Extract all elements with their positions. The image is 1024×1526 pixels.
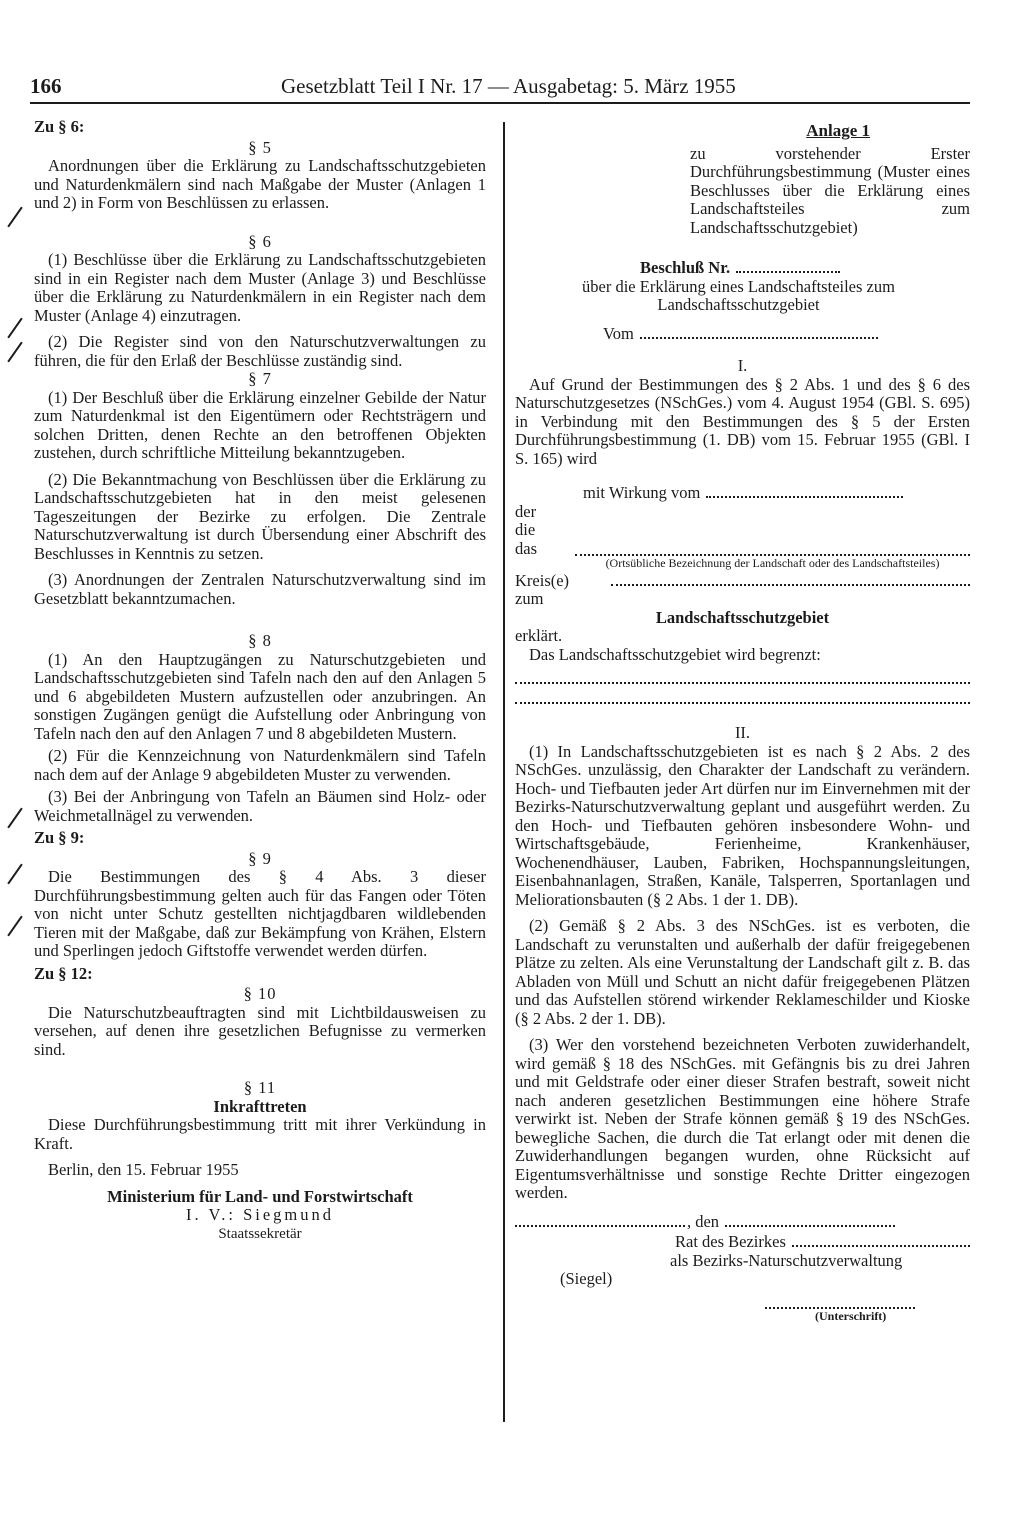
effective-from-label: mit Wirkung vom [583,483,701,502]
council-label: Rat des Bezirkes [675,1232,786,1251]
annex-subtitle: zu vorstehender Erster Durchführungsbestimmung (Muster eines Beschlusses über die Erklärung eines Landschaftsteiles zum Landschaftsschutzgebiet) [690,143,970,237]
margin-mark [7,342,22,363]
running-head: Gesetzblatt Teil I Nr. 17 — Ausgabetag: 5. März 1955 [281,74,736,98]
margin-mark [7,318,22,339]
paragraph-6-sub-2: (2) Die Register sind von den Naturschutzverwaltungen zu führen, die für den Erlaß der Beschlüsse zuständig sind. [34,332,486,370]
part-2-heading: II. [734,723,751,742]
paragraph-8-sub-1: (1) An den Hauptzugängen zu Naturschutzgebieten und Landschaftsschutzgebieten sind Tafeln nach den auf den Anlagen 5 und 6 abgebildeten Mustern aufzustellen oder anzubringen. An sonstigen Zugängen genügt die Aufstellung oder Anbringung von Tafeln nach den auf den Anlagen 7 und 8 abgebildeten Mustern. [34,649,486,743]
section-ref-zu-9: Zu § 9: [34,828,85,847]
paragraph-11-heading: Inkrafttreten [213,1096,307,1116]
paragraph-9-text: Die Bestimmungen des § 4 Abs. 3 dieser Durchführungsbestimmung gelten auch für das Fangen oder Töten von nicht unter Schutz gestellten nichtjagdbaren wildlebenden Tieren mit der Maßgabe, daß zur Bekämpfung von Krähen, Elstern und Sperlingen jedoch Giftstoffe verwendet werden dürfen. [34,867,486,960]
margin-mark [7,207,22,228]
margin-mark [7,864,22,885]
seal-label: (Siegel) [560,1269,613,1288]
page-number: 166 [30,74,62,98]
fill-in-line [736,257,840,273]
fill-in-line [611,570,970,586]
part-2-sub-1: (1) In Landschaftsschutzgebieten ist es nach § 2 Abs. 2 des NSchGes. unzulässig, den Charakter der Landschaft zu verändern. Hoch- und Tiefbauten jeder Art dürfen nur im Einvernehmen mit der Bezirks-Naturschutzverwaltung geplant und ausgeführt werden. Zu den Hoch- und Tiefbauten gehören insbesondere Wohn- und Wirtschaftsgebäude, Ferienheime, Krankenhäuser, Wochenendhäuser, Lauben, Fabriken, Hochspannungsleitungen, Eisenbahnanlagen, Straßen, Kanäle, Talsperren, Sportanlagen und Meliorationsbauten (§ 2 Abs. 1 der 1. DB). [515,741,970,909]
boundary-text: Das Landschaftsschutzgebiet wird begrenzt: [529,644,821,664]
fill-in-line [575,540,970,556]
annex-title: Anlage 1 [806,121,870,140]
article-die: die [515,520,536,539]
paragraph-7-title: § 7 [248,369,272,388]
margin-mark [7,808,22,829]
paragraph-10-title: § 10 [243,984,277,1003]
left-column [34,118,486,1243]
declared-label: erklärt. [515,626,563,645]
place-date: Berlin, den 15. Februar 1955 [48,1160,239,1179]
paragraph-10-text: Die Naturschutzbeauftragten sind mit Lichtbildausweisen zu versehen, auf denen ihre gesetzlichen Befugnisse zu vermerken sind. [34,1002,486,1059]
resolution-subject: über die Erklärung eines Landschaftsteiles zum Landschaftsschutzgebiet [582,276,895,314]
fill-in-line [640,323,878,339]
section-ref-zu-12: Zu § 12: [34,963,93,983]
paragraph-9-title: § 9 [248,848,272,868]
paragraph-8-sub-3: (3) Bei der Anbringung von Tafeln an Bäumen sind Holz- oder Weichmetallnägel zu verwenden. [34,787,486,825]
fill-in-line [792,1231,970,1247]
paragraph-7-sub-2: (2) Die Bekanntmachung von Beschlüssen über die Erklärung zu Landschaftsschutzgebieten hat in den meist gelesenen Tageszeitungen der Bezirke zu erfolgen. Die Zentrale Naturschutzverwaltung ist durch Übersendung einer Abschrift des Beschlusses in Kenntnis zu setzen. [34,469,486,563]
date-connector: , den [686,1211,720,1231]
paragraph-5-title: § 5 [248,137,272,157]
signature-caption: (Unterschrift) [815,1308,887,1323]
fill-in-line [515,688,970,704]
date-label: Vom [603,323,634,343]
header-rule [30,102,970,104]
part-1-heading: I. [737,356,748,375]
ministry-name: Ministerium für Land- und Forstwirtschaft [107,1186,413,1206]
margin-mark [7,916,22,937]
fill-in-line [706,482,903,498]
paragraph-6-title: § 6 [248,231,272,251]
protected-area-heading: Landschaftsschutzgebiet [655,607,830,627]
right-column [515,118,970,1323]
part-2-sub-2: (2) Gemäß § 2 Abs. 3 des NSchGes. ist es verboten, die Landschaft zu verunstalten und außerhalb der dafür freigegebenen Plätze zu zelten. Als eine Verunstaltung der Landschaft gilt z. B. das Abladen von Müll und Schutt an nicht dafür freigegebenen Plätzen und das Aufstellen störend wirkender Reklameschilder und Kioske (§ 2 Abs. 2 der 1. DB). [515,916,970,1028]
paragraph-6-sub-1: (1) Beschlüsse über die Erklärung zu Landschaftsschutzgebieten sind in ein Register nach dem Muster (Anlage 3) und Beschlüsse über die Erklärung zu Naturdenkmälern in ein Register nach dem Muster (Anlage 4) einzutragen. [34,250,486,325]
paragraph-11-title: § 11 [243,1078,277,1097]
signer-title: Staatssekretär [218,1225,302,1242]
paragraph-8-sub-2: (2) Für die Kennzeichnung von Naturdenkmälern sind Tafeln nach dem auf der Anlage 9 abgebildeten Muster zu verwenden. [34,746,486,784]
paragraph-7-sub-1: (1) Der Beschluß über die Erklärung einzelner Gebilde der Natur zum Naturdenkmal ist den Eigentümern oder Rechtsträgern und solchen Dritten, denen Rechte an den betroffenen Objekten zustehen, durch schriftliche Mitteilung bekanntzugeben. [34,387,486,462]
district-label: Kreis(e) [515,570,570,590]
signer: I. V.: Siegmund [186,1205,334,1224]
article-der: der [515,501,537,521]
paragraph-11-text: Diese Durchführungsbestimmung tritt mit ihrer Verkündung in Kraft. [34,1115,486,1153]
part-1-text: Auf Grund der Bestimmungen des § 2 Abs. 1 und des § 6 des Naturschutzgesetzes (NSchGes.) vom 4. August 1954 (GBl. S. 695) in Verbindung mit den Bestimmungen des § 5 der Ersten Durchführungsbestimmung (1. DB) vom 15. Februar 1955 (GBl. I S. 165) wird [515,374,970,468]
fill-in-line [725,1211,895,1227]
fill-in-line [515,668,970,684]
zum-label: zum [515,589,544,608]
part-2-sub-3: (3) Wer den vorstehend bezeichneten Verboten zuwiderhandelt, wird gemäß § 18 des NSchGes. mit Gefängnis bis zu drei Jahren und mit Geldstrafe oder einer dieser Strafen bestraft, soweit nicht nach anderen gesetzlichen Bestimmungen eine höhere Strafe verwirkt ist. Neben der Strafe können gemäß § 19 des NSchGes. bewegliche Sachen, die durch die Tat erlangt oder mit denen die Zuwiderhandlungen begangen wurden, ohne Rücksicht auf Eigentumsverhältnisse und sonstige Rechte Dritter eingezogen werden. [515,1035,970,1202]
article-das: das [515,538,537,558]
section-ref-zu-6: Zu § 6: [34,117,85,136]
signature-line [765,1293,915,1309]
resolution-number-label: Beschluß Nr. [640,258,731,277]
paragraph-8-title: § 8 [248,631,272,650]
location-caption: (Ortsübliche Bezeichnung der Landschaft oder des Landschaftsteiles) [605,555,940,570]
fill-in-line [515,1211,685,1227]
authority-label: als Bezirks-Naturschutzverwaltung [670,1250,903,1270]
paragraph-7-sub-3: (3) Anordnungen der Zentralen Naturschutzverwaltung sind im Gesetzblatt bekanntzumachen. [34,570,486,608]
paragraph-5-text: Anordnungen über die Erklärung zu Landschaftsschutzgebieten und Naturdenkmälern sind nach Maßgabe der Muster (Anlagen 1 und 2) in Form von Beschlüssen zu erlassen. [34,156,486,212]
column-divider [503,122,505,1422]
